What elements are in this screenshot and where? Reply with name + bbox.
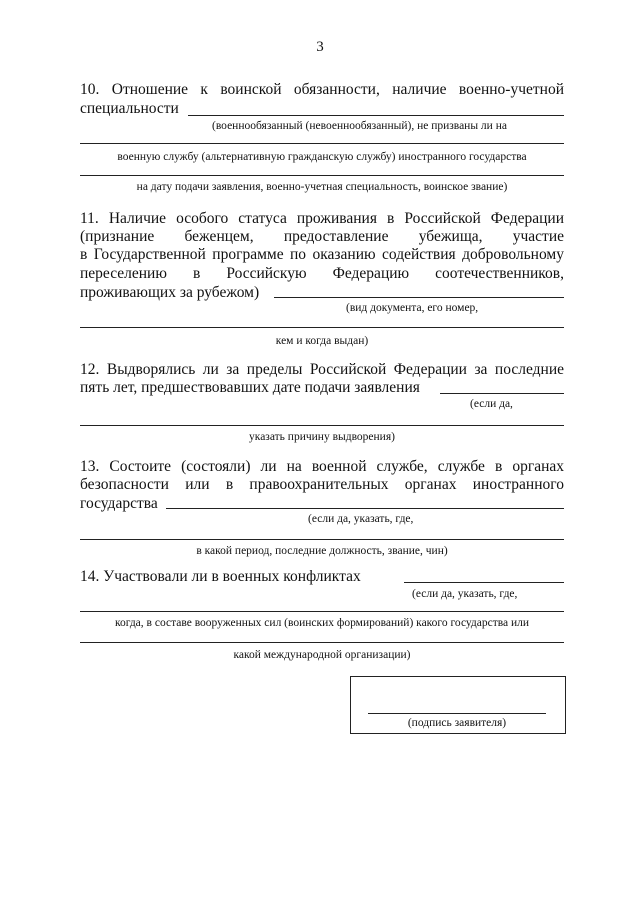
q12-text-line1: 12. Выдворялись ли за пределы Российской Федерации за последние	[80, 361, 564, 378]
q12-caption1: (если да,	[470, 398, 513, 410]
q10-answer-line2[interactable]	[80, 143, 564, 144]
q11-text-line4: переселению в Российскую Федерацию соотечественников,	[80, 265, 564, 282]
q10-caption2: военную службу (альтернативную гражданскую службу) иностранного государства	[117, 151, 527, 163]
q14-caption2: когда, в составе вооруженных сил (воинских формирований) какого государства или	[114, 617, 530, 629]
q12-answer-line2[interactable]	[80, 425, 564, 426]
q11-text-line2: (признание беженцем, предоставление убежища, участие	[80, 228, 564, 245]
q14-caption3: какой международной организации)	[233, 649, 411, 661]
page-number: 3	[316, 39, 324, 55]
q12-answer-line1[interactable]	[440, 393, 564, 394]
q10-text-line2: специальности	[80, 100, 179, 117]
q13-text-line2: безопасности или в правоохранительных органах иностранного	[80, 476, 564, 493]
q11-text-line1: 11. Наличие особого статуса проживания в Российской Федерации	[80, 210, 564, 227]
q10-caption1: (военнообязанный (невоеннообязанный), не призваны ли на	[212, 120, 507, 132]
q13-caption1: (если да, указать, где,	[308, 513, 414, 525]
q13-text-line3: государства	[80, 495, 158, 512]
q14-text-line1: 14. Участвовали ли в военных конфликтах	[80, 568, 361, 585]
q11-caption1: (вид документа, его номер,	[346, 302, 479, 314]
q12-caption2: указать причину выдворения)	[249, 431, 395, 443]
q13-caption2: в какой период, последние должность, звание, чин)	[196, 545, 448, 557]
q12-text-line2: пять лет, предшествовавших дате подачи заявления	[80, 379, 420, 396]
q11-answer-line2[interactable]	[80, 327, 564, 328]
q14-answer-line1[interactable]	[404, 582, 564, 583]
q10-answer-line1[interactable]	[188, 115, 564, 116]
q11-caption2: кем и когда выдан)	[275, 335, 369, 347]
q10-text-line1: 10. Отношение к воинской обязанности, наличие военно-учетной	[80, 81, 564, 98]
q13-text-line1: 13. Состоите (состояли) ли на военной службе, службе в органах	[80, 458, 564, 475]
q13-answer-line1[interactable]	[166, 508, 564, 509]
signature-line[interactable]	[368, 713, 546, 714]
q14-answer-line2[interactable]	[80, 611, 564, 612]
q14-answer-line3[interactable]	[80, 642, 564, 643]
q11-text-line5: проживающих за рубежом)	[80, 284, 260, 301]
q10-caption3: на дату подачи заявления, военно-учетная специальность, воинское звание)	[136, 181, 508, 193]
q10-answer-line3[interactable]	[80, 175, 564, 176]
q14-caption1: (если да, указать, где,	[412, 588, 518, 600]
q11-text-line3: в Государственной программе по оказанию содействия добровольному	[80, 246, 564, 263]
q13-answer-line2[interactable]	[80, 539, 564, 540]
q11-answer-line1[interactable]	[274, 297, 564, 298]
signature-caption: (подпись заявителя)	[407, 717, 507, 729]
